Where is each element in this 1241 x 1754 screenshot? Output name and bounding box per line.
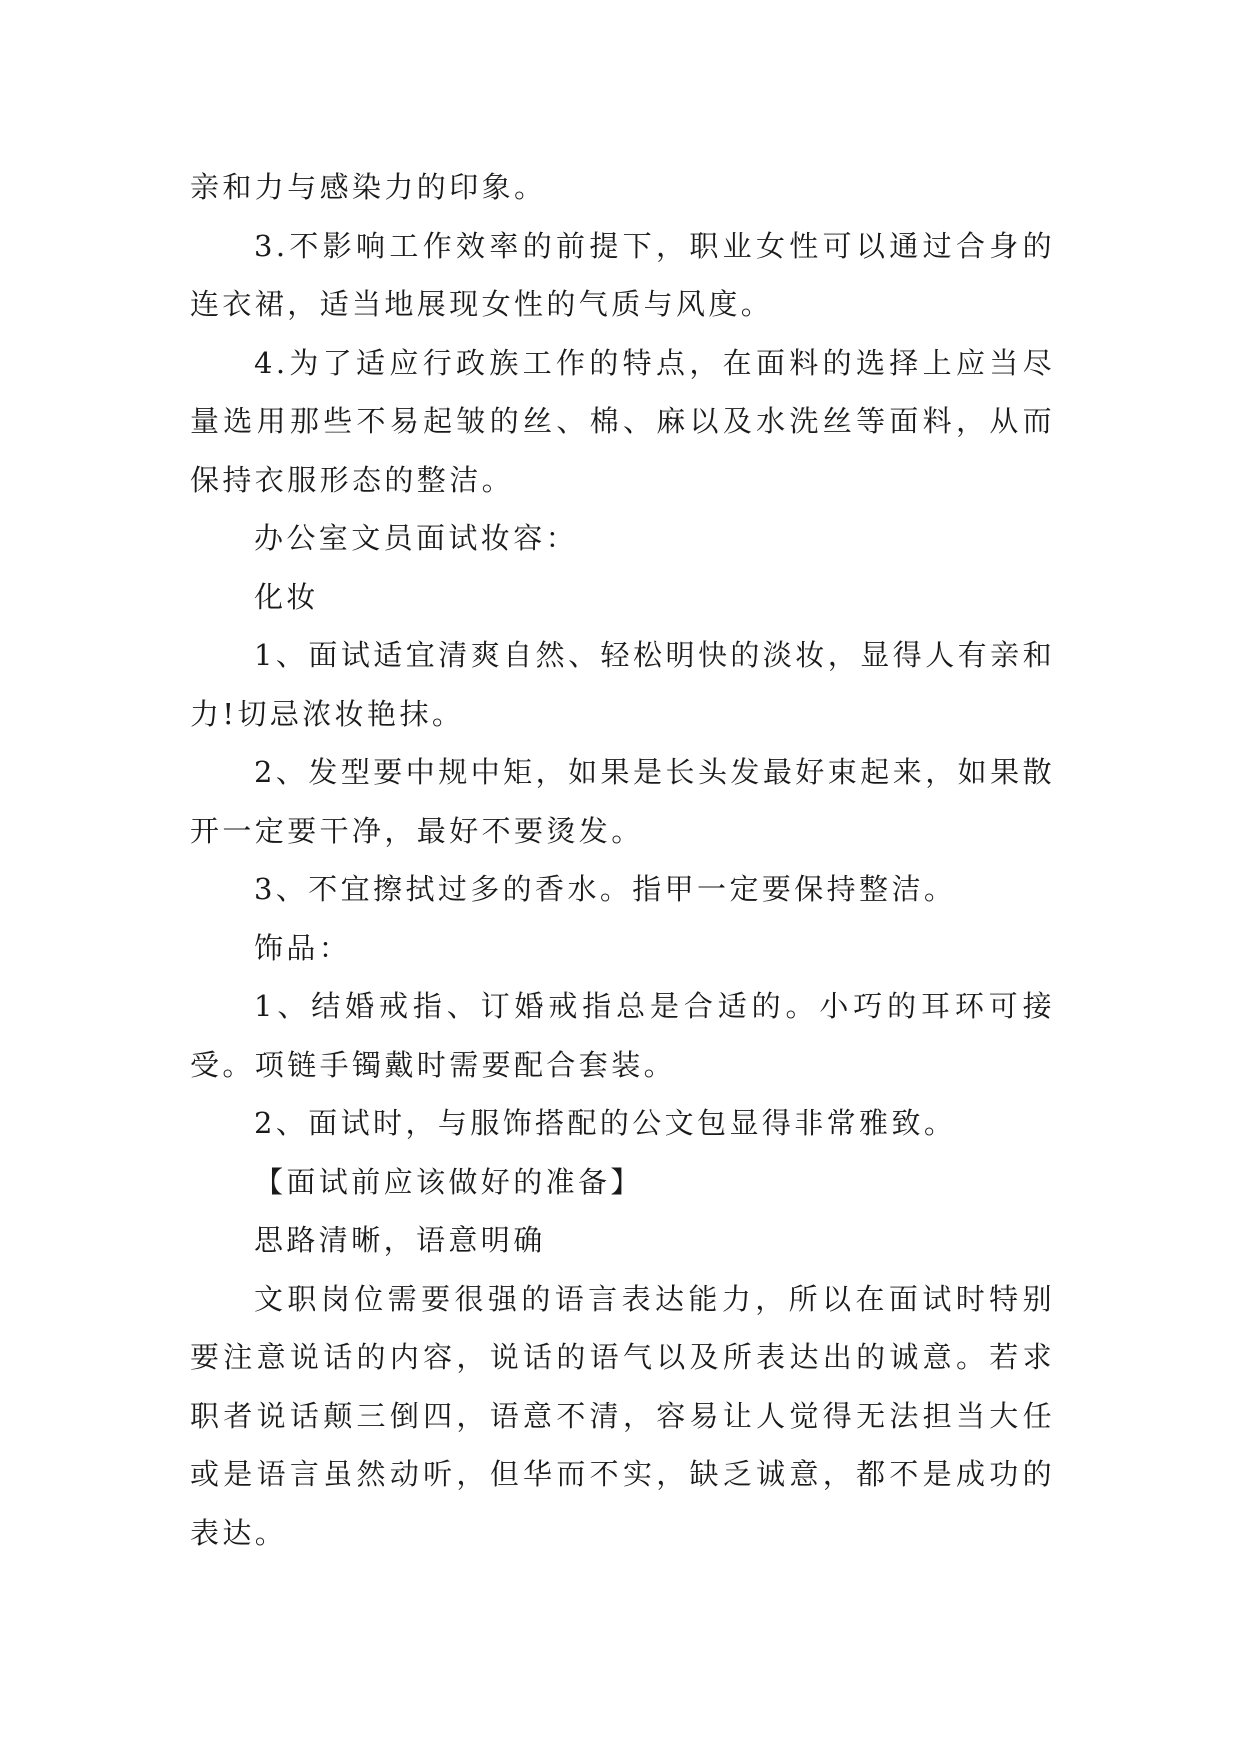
paragraph-item-4: 4.为了适应行政族工作的特点，在面料的选择上应当尽量选用那些不易起皱的丝、棉、麻以及水洗丝等面料，从而保持衣服形态的整洁。: [190, 345, 1055, 497]
subheading-accessories: 饰品：: [254, 930, 352, 965]
subheading-clear-thinking: 思路清晰，语意明确: [254, 1223, 546, 1257]
paragraph-item-3: 3.不影响工作效率的前提下，职业女性可以通过合身的连衣裙，适当地展现女性的气质与风度。: [190, 228, 1055, 321]
document-page: [190, 158, 1055, 1562]
section-heading-preparation: 【面试前应该做好的准备】: [254, 1164, 643, 1199]
paragraph-continuation: 亲和力与感染力的印象。: [190, 170, 547, 204]
accessory-tip-1: 1、结婚戒指、订婚戒指总是合适的。小巧的耳环可接受。项链手镯戴时需要配合套装。: [190, 989, 1055, 1082]
makeup-tip-3: 3、不宜擦拭过多的香水。指甲一定要保持整洁。: [254, 872, 957, 906]
subheading-makeup: 化妆: [254, 579, 319, 614]
section-heading-makeup: 办公室文员面试妆容：: [254, 521, 579, 555]
makeup-tip-2: 2、发型要中规中矩，如果是长头发最好束起来，如果散开一定要干净，最好不要烫发。: [190, 755, 1055, 848]
paragraph-expression: 文职岗位需要很强的语言表达能力，所以在面试时特别要注意说话的内容，说话的语气以及所表达出的诚意。若求职者说话颠三倒四，语意不清，容易让人觉得无法担当大任或是语言虽然动听，但华而不实，缺乏诚意，都不是成功的表达。: [190, 1281, 1055, 1550]
makeup-tip-1: 1、面试适宜清爽自然、轻松明快的淡妆，显得人有亲和力!切忌浓妆艳抹。: [190, 638, 1055, 731]
accessory-tip-2: 2、面试时，与服饰搭配的公文包显得非常雅致。: [254, 1106, 957, 1140]
